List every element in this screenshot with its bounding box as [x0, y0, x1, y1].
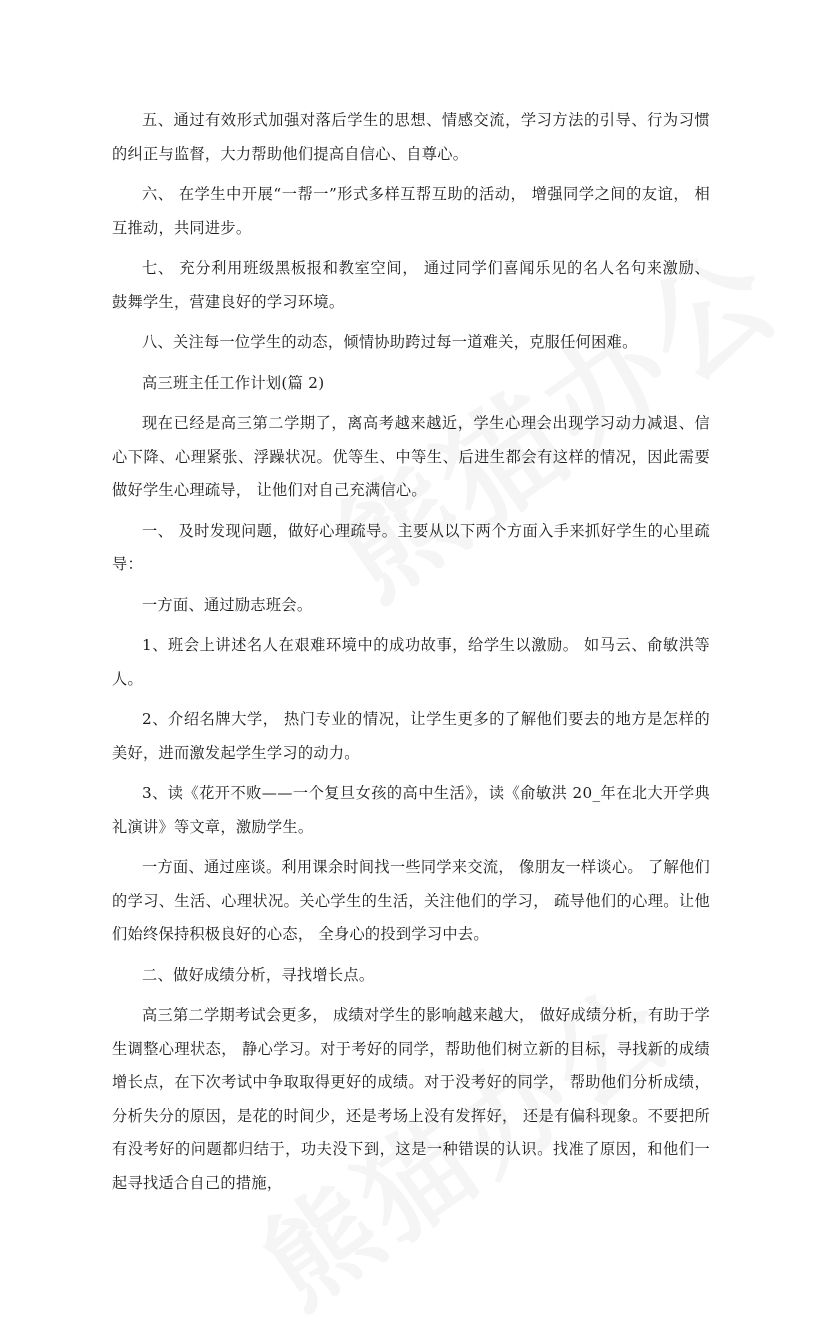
paragraph-item-8: 八、关注每一位学生的动态，倾情协助跨过每一道难关，克服任何困难。 — [142, 333, 638, 351]
paragraph-item-7: 七、 充分利用班级黑板报和教室空间， 通过同学们喜闻乐见的名人名句来激励、 鼓舞学生，营建良好的学习环境。 — [112, 259, 710, 311]
list-item-2: 2、介绍名牌大学， 热门专业的情况，让学生更多的了解他们要去的地方是怎样的美好，进而激发起学生学习的动力。 — [112, 710, 710, 762]
paragraph-item-5: 五、通过有效形式加强对落后学生的思想、情感交流，学习方法的引导、行为习惯的纠正与监督，大力帮助他们提高自信心、自尊心。 — [112, 111, 710, 163]
talk-paragraph: 一方面、通过座谈。利用课余时间找一些同学来交流， 像朋友一样谈心。 了解他们的学习、生活、心理状况。关心学生的生活，关注他们的学习， 疏导他们的心理。让他们始终保持积极良好的心态， 全身心的投到学习中去。 — [112, 858, 710, 943]
point-two-heading: 二、做好成绩分析，寻找增长点。 — [142, 965, 375, 984]
document-body — [112, 104, 710, 1200]
grade-analysis-paragraph: 高三第二学期考试会更多， 成绩对学生的影响越来越大， 做好成绩分析，有助于学生调整心理状态， 静心学习。对于考好的同学，帮助他们树立新的目标，寻找新的成绩增长点，在下次考试中争取取得更好的成绩。对于没考好的同学， 帮助他们分析成绩，分析失分的原因，是花的时间少，还是考场上没有发挥好， 还是有偏科现象。不要把所有没考好的问题都归结于，功夫没下到，这是一种错误的认识。找准了原因，和他们一起寻找适合自己的措施， — [112, 1006, 710, 1192]
section-heading: 高三班主任工作计划(篇 2) — [142, 373, 325, 392]
list-item-3: 3、读《花开不败——一个复旦女孩的高中生活》，读《俞敏洪 20_年在北大开学典礼演讲》等文章，激励学生。 — [112, 784, 710, 836]
subheading-class-meeting: 一方面、通过励志班会。 — [142, 595, 313, 614]
intro-paragraph: 现在已经是高三第二学期了，离高考越来越近，学生心理会出现学习动力减退、信心下降、心理紧张、浮躁状况。优等生、中等生、后进生都会有这样的情况，因此需要做好学生心理疏导， 让他们对自己充满信心。 — [112, 414, 710, 499]
paragraph-item-6: 六、 在学生中开展“一帮一”形式多样互帮互助的活动， 增强同学之间的友谊， 相互推动，共同进步。 — [112, 185, 710, 237]
list-item-1: 1、班会上讲述名人在艰难环境中的成功故事，给学生以激励。 如马云、俞敏洪等人。 — [112, 636, 710, 688]
point-one-heading: 一、 及时发现问题，做好心理疏导。主要从以下两个方面入手来抓好学生的心里疏导： — [112, 521, 710, 573]
